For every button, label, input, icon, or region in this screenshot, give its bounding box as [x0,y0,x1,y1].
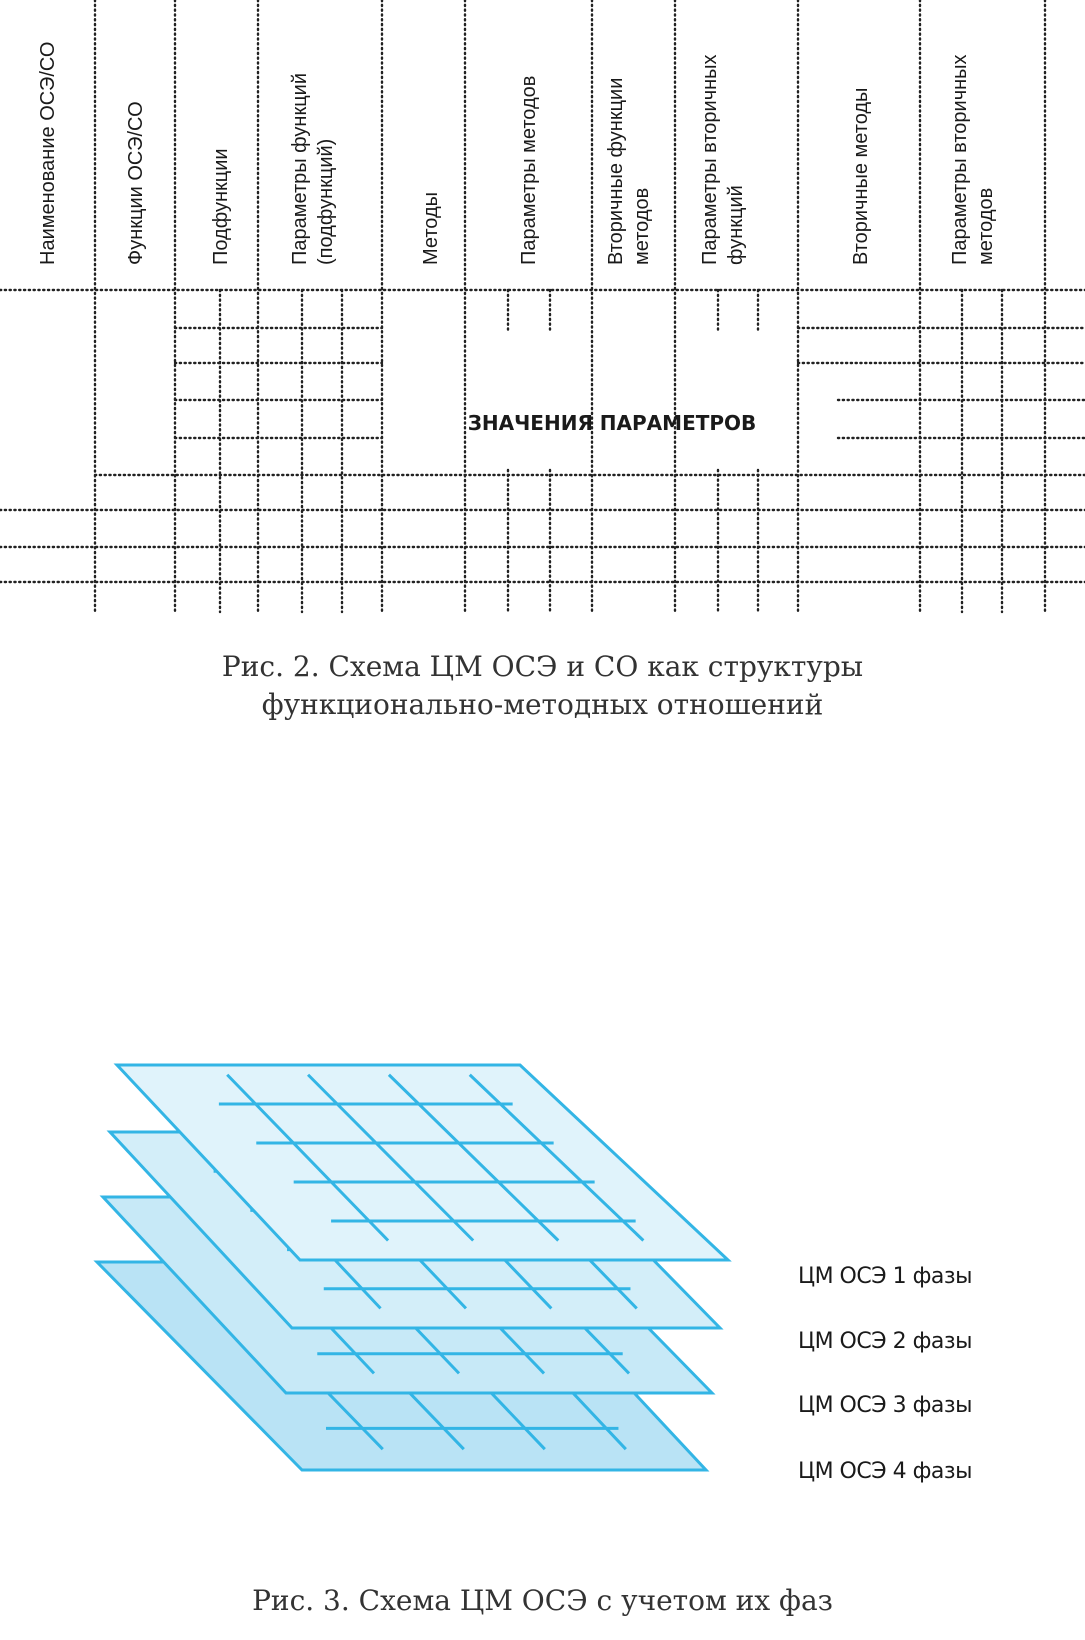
column-header-text: Параметры вторичных [949,54,971,265]
column-header [289,73,337,265]
phase-label: ЦМ ОСЭ 4 фазы [798,1459,972,1484]
column-header [699,54,747,265]
column-header [605,78,653,265]
phase-label: ЦМ ОСЭ 2 фазы [798,1329,972,1354]
phase-label: ЦМ ОСЭ 1 фазы [798,1264,972,1289]
phase-labels [798,1264,972,1484]
column-header-text: методов [975,187,997,265]
figure-3-caption: Рис. 3. Схема ЦМ ОСЭ с учетом их фаз [252,1584,833,1617]
phases-stack-diagram [0,1000,1085,1540]
column-header-text: Вторичные методы [850,87,872,265]
column-header [850,88,872,265]
column-header [37,42,59,265]
column-header [210,148,232,265]
figure-2-caption-line-2: функционально-методных отношений [261,688,824,721]
figure-2-caption-line-1: Рис. 2. Схема ЦМ ОСЭ и СО как структуры [221,650,864,683]
column-header [125,101,147,265]
column-header-text: Наименование ОСЭ/СО [37,41,59,265]
column-header-text: Функции ОСЭ/СО [125,101,147,265]
column-header-text: Подфункции [210,148,232,265]
structure-table-diagram [0,0,1085,625]
column-header-text: Вторичные функции [605,77,627,265]
column-header [420,192,442,265]
column-headers [37,42,997,265]
column-header [949,54,997,265]
figure-2-caption [0,648,1085,724]
parameter-values-label: ЗНАЧЕНИЯ ПАРАМЕТРОВ [467,411,757,435]
column-header-text: Параметры вторичных [699,54,721,265]
column-header-text: Параметры функций [289,73,311,265]
column-header-text: Методы [420,191,442,265]
column-header-text: Параметры методов [518,75,540,265]
column-header-text: методов [631,187,653,265]
column-header-text: (подфункций) [315,138,337,265]
dotted-grid [0,0,1085,612]
column-header [518,76,540,265]
phase-label: ЦМ ОСЭ 3 фазы [798,1393,972,1418]
column-header-text: функций [725,185,747,265]
phase-layers [97,1065,728,1470]
